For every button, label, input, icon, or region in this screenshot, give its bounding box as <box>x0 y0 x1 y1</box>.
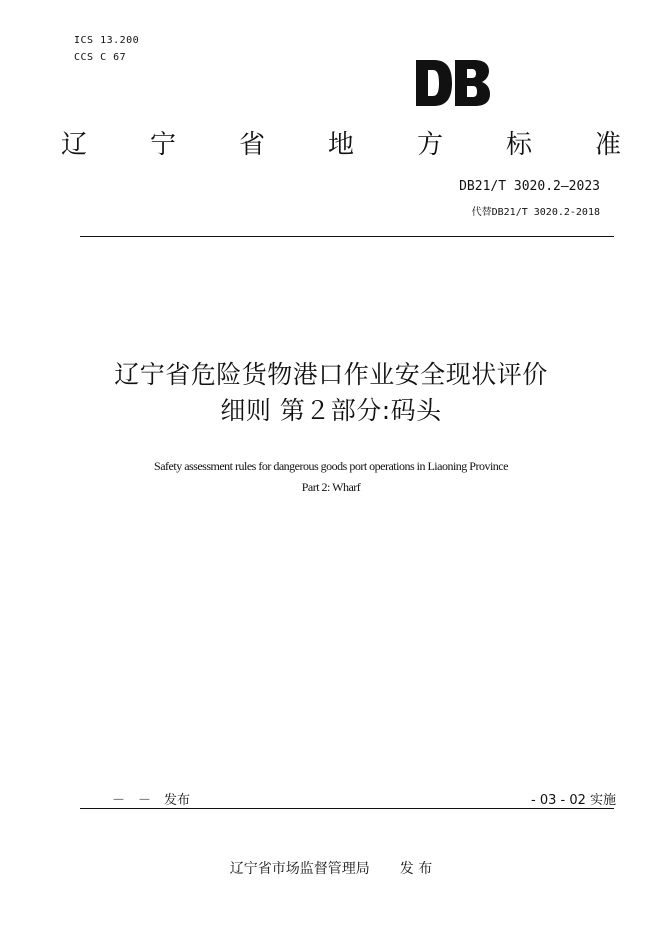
replaces-standard: 代替DB21/T 3020.2-2018 <box>471 207 600 218</box>
standard-code: DB21/T 3020.2—2023 <box>459 179 600 194</box>
org-char: 方 <box>416 130 443 160</box>
publish-date: － － 发布 <box>112 793 191 808</box>
english-title-line-1: Safety assessment rules for dangerous goods port operations in Liaoning Province <box>154 459 508 473</box>
implementation-date: - 03 - 02 实施 <box>531 793 616 808</box>
top-divider <box>80 236 614 237</box>
issuing-authority-heading <box>54 124 628 161</box>
db-logo <box>414 58 492 108</box>
title-line-2: 细则 第２部分:码头 <box>220 396 442 425</box>
ccs-code: CCS C 67 <box>74 52 127 63</box>
org-char: 辽 <box>60 130 87 160</box>
bottom-divider <box>80 808 614 809</box>
title-line-1: 辽宁省危险货物港口作业安全现状评价 <box>114 360 548 389</box>
org-char: 省 <box>238 130 265 160</box>
org-char: 准 <box>594 130 621 160</box>
document-title <box>60 357 602 429</box>
org-char: 地 <box>327 130 354 160</box>
issuer-line <box>0 858 662 878</box>
english-title <box>60 456 602 498</box>
issue-word: 发 布 <box>399 861 433 877</box>
org-char: 宁 <box>149 130 176 160</box>
issuer-name: 辽宁省市场监督管理局 <box>229 861 370 877</box>
classification-codes <box>74 32 139 66</box>
english-title-line-2: Part 2: Wharf <box>301 480 361 494</box>
org-char: 标 <box>505 130 532 160</box>
ics-code: ICS 13.200 <box>74 35 140 46</box>
